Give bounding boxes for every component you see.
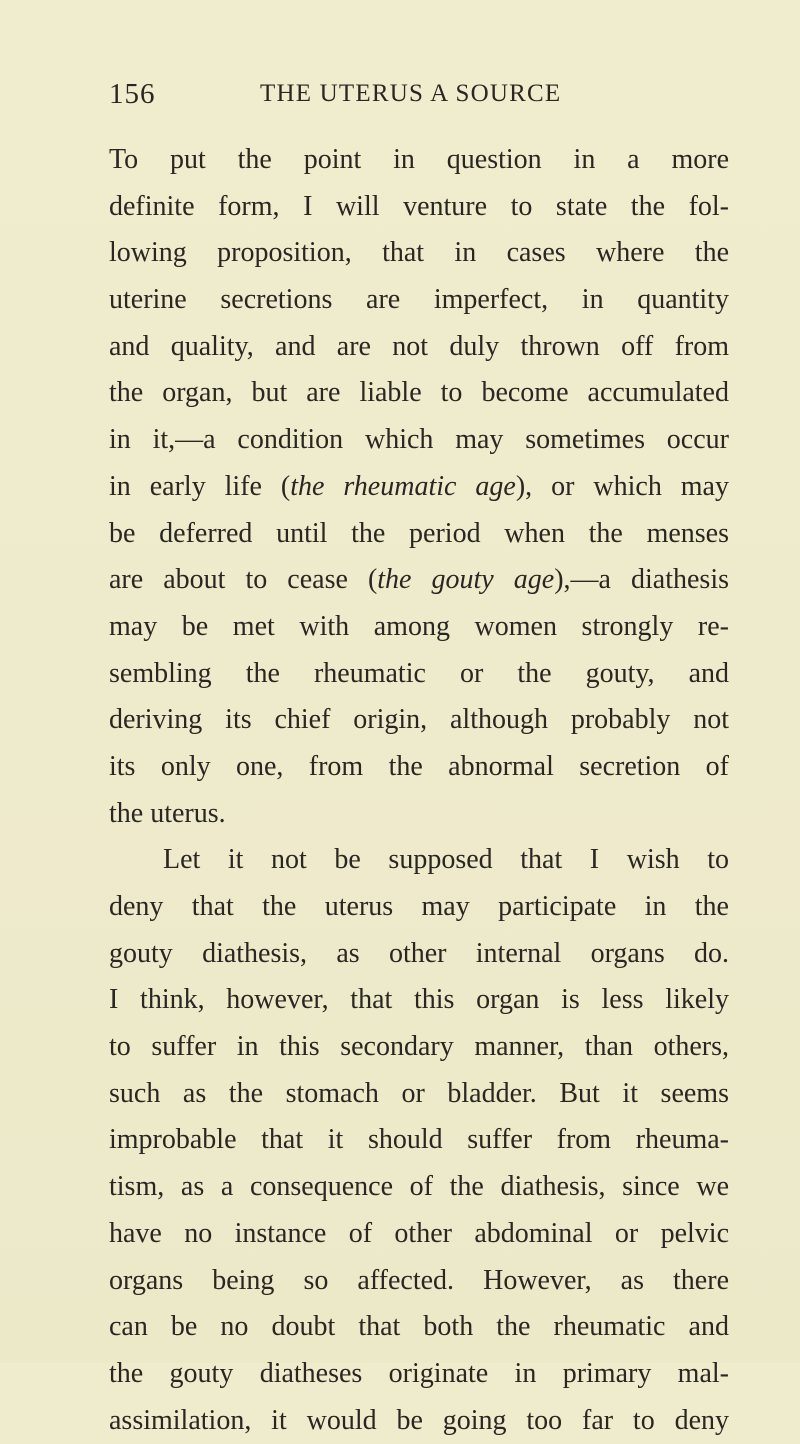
running-head: THE UTERUS A SOURCE <box>260 80 562 107</box>
text-segment: in early life ( <box>109 470 291 502</box>
text-line: such as the stomach or bladder. But it seems <box>109 1077 729 1109</box>
text-line: may be met with among women strongly re- <box>109 610 729 642</box>
text-line: the organ, but are liable to become accumulated <box>109 377 729 409</box>
page-header <box>109 78 729 118</box>
text-segment: are about to cease ( <box>109 564 378 596</box>
text-line: the uterus. <box>109 797 226 829</box>
text-line: the gouty diatheses originate in primary mal- <box>109 1357 729 1389</box>
text-line: sembling the rheumatic or the gouty, and <box>109 657 729 689</box>
text-line: definite form, I will venture to state the fol- <box>109 190 729 222</box>
text-line: its only one, from the abnormal secretion of <box>109 750 729 782</box>
text-line: in it,—a condition which may sometimes occur <box>109 424 729 456</box>
text-line: Let it not be supposed that I wish to <box>163 844 729 876</box>
text-segment: ),—a diathesis <box>554 564 729 596</box>
text-line: can be no doubt that both the rheumatic and <box>109 1311 729 1343</box>
text-line: have no instance of other abdominal or pelvic <box>109 1217 729 1249</box>
text-segment: ), or which may <box>515 470 729 502</box>
text-line: organs being so affected. However, as there <box>109 1264 729 1296</box>
text-line <box>109 464 729 511</box>
text-line: deny that the uterus may participate in the <box>109 891 729 922</box>
text-line <box>109 557 729 604</box>
text-line: improbable that it should suffer from rheuma- <box>109 1124 729 1156</box>
text-line: gouty diathesis, as other internal organs do. <box>109 937 729 969</box>
text-line: deriving its chief origin, although probably not <box>109 704 729 736</box>
text-line: tism, as a consequence of the diathesis, since we <box>109 1171 729 1203</box>
italic-phrase: the rheumatic age <box>290 470 516 502</box>
text-line: lowing proposition, that in cases where the <box>109 237 729 269</box>
text-line: assimilation, it would be going too far to deny <box>109 1404 729 1436</box>
text-line: To put the point in question in a more <box>109 144 729 175</box>
italic-phrase: the gouty age <box>377 564 555 596</box>
text-line: to suffer in this secondary manner, than others, <box>109 1031 729 1063</box>
text-line: and quality, and are not duly thrown off from <box>109 330 729 362</box>
page-number: 156 <box>109 78 156 110</box>
text-line: uterine secretions are imperfect, in quantity <box>109 284 729 316</box>
text-line: I think, however, that this organ is less likely <box>109 984 729 1016</box>
text-line: be deferred until the period when the menses <box>109 517 729 549</box>
body-text <box>109 137 729 1444</box>
